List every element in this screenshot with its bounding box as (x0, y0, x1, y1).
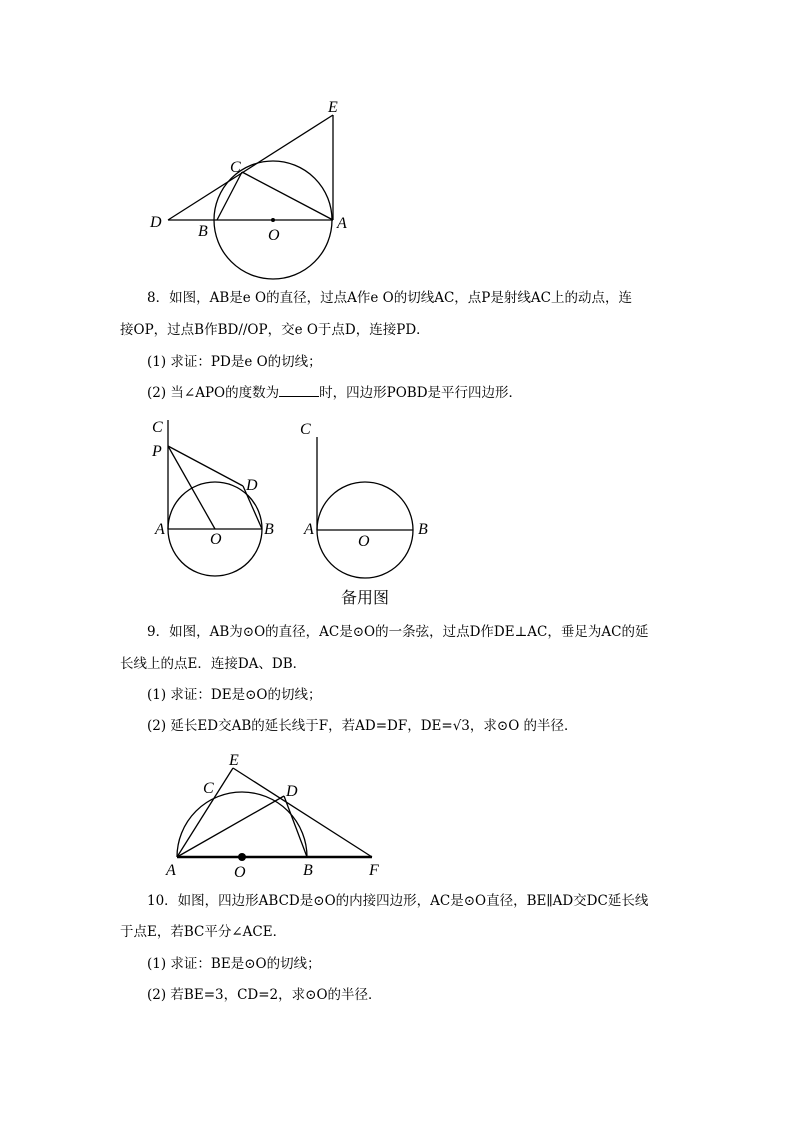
spare-label-C: C (300, 421, 311, 438)
label-D: D (286, 783, 298, 800)
label-A: A (166, 862, 176, 879)
center-dot (238, 853, 246, 861)
q10-sub1: (1) 求证：BE是⊙O的切线； (147, 956, 321, 972)
q8-line1: 8．如图，AB是e O的直径，过点A作e O的切线AC，点P是射线AC上的动点，连 (147, 290, 632, 306)
label-D: D (246, 477, 258, 494)
q8-line2: 接OP，过点B作BD//OP，交e O于点D，连接PD． (120, 322, 430, 338)
semicircle (177, 792, 307, 857)
q8-sub2-after: 时，四边形POBD是平行四边形． (319, 385, 523, 401)
segment-DB (284, 796, 307, 857)
label-E: E (229, 752, 239, 769)
label-C: C (152, 419, 163, 436)
q8-sub2-before: (2) 当∠APO的度数为 (147, 385, 280, 401)
label-A: A (337, 215, 347, 232)
label-D: D (150, 214, 162, 231)
label-O: O (234, 864, 246, 881)
q10-sub2: (2) 若BE=3，CD=2，求⊙O的半径． (147, 987, 382, 1003)
label-B: B (303, 862, 313, 879)
q9-line2: 长线上的点E．连接DA、DB． (120, 656, 307, 672)
label-O: O (210, 531, 222, 548)
q9-sub1: (1) 求证：DE是⊙O的切线； (147, 687, 322, 703)
label-O: O (268, 227, 280, 244)
label-A: A (155, 521, 165, 538)
spare-label-B: B (418, 521, 428, 538)
segment-AD (177, 796, 284, 857)
spare-figure-caption: 备用图 (341, 588, 390, 607)
spare-label-A: A (304, 521, 314, 538)
label-P: P (152, 443, 162, 460)
q9-line1: 9．如图，AB为⊙O的直径，AC是⊙O的一条弦，过点D作DE⊥AC，垂足为AC的延 (147, 624, 649, 640)
label-C: C (230, 159, 241, 176)
q10-line2: 于点E，若BC平分∠ACE． (120, 924, 287, 940)
q8-sub1: (1) 求证：PD是e O的切线； (147, 354, 322, 370)
label-F: F (369, 862, 379, 879)
spare-label-O: O (358, 533, 370, 550)
q10-line1: 10．如图，四边形ABCD是⊙O的内接四边形，AC是⊙O直径，BE∥AD交DC延长线 (147, 893, 649, 909)
q9-sub2: (2) 延长ED交AB的延长线于F，若AD=DF，DE=√3，求⊙O 的半径． (147, 718, 578, 734)
label-C: C (203, 780, 214, 797)
label-B: B (198, 223, 208, 240)
label-B: B (264, 521, 274, 538)
label-E: E (328, 99, 338, 116)
